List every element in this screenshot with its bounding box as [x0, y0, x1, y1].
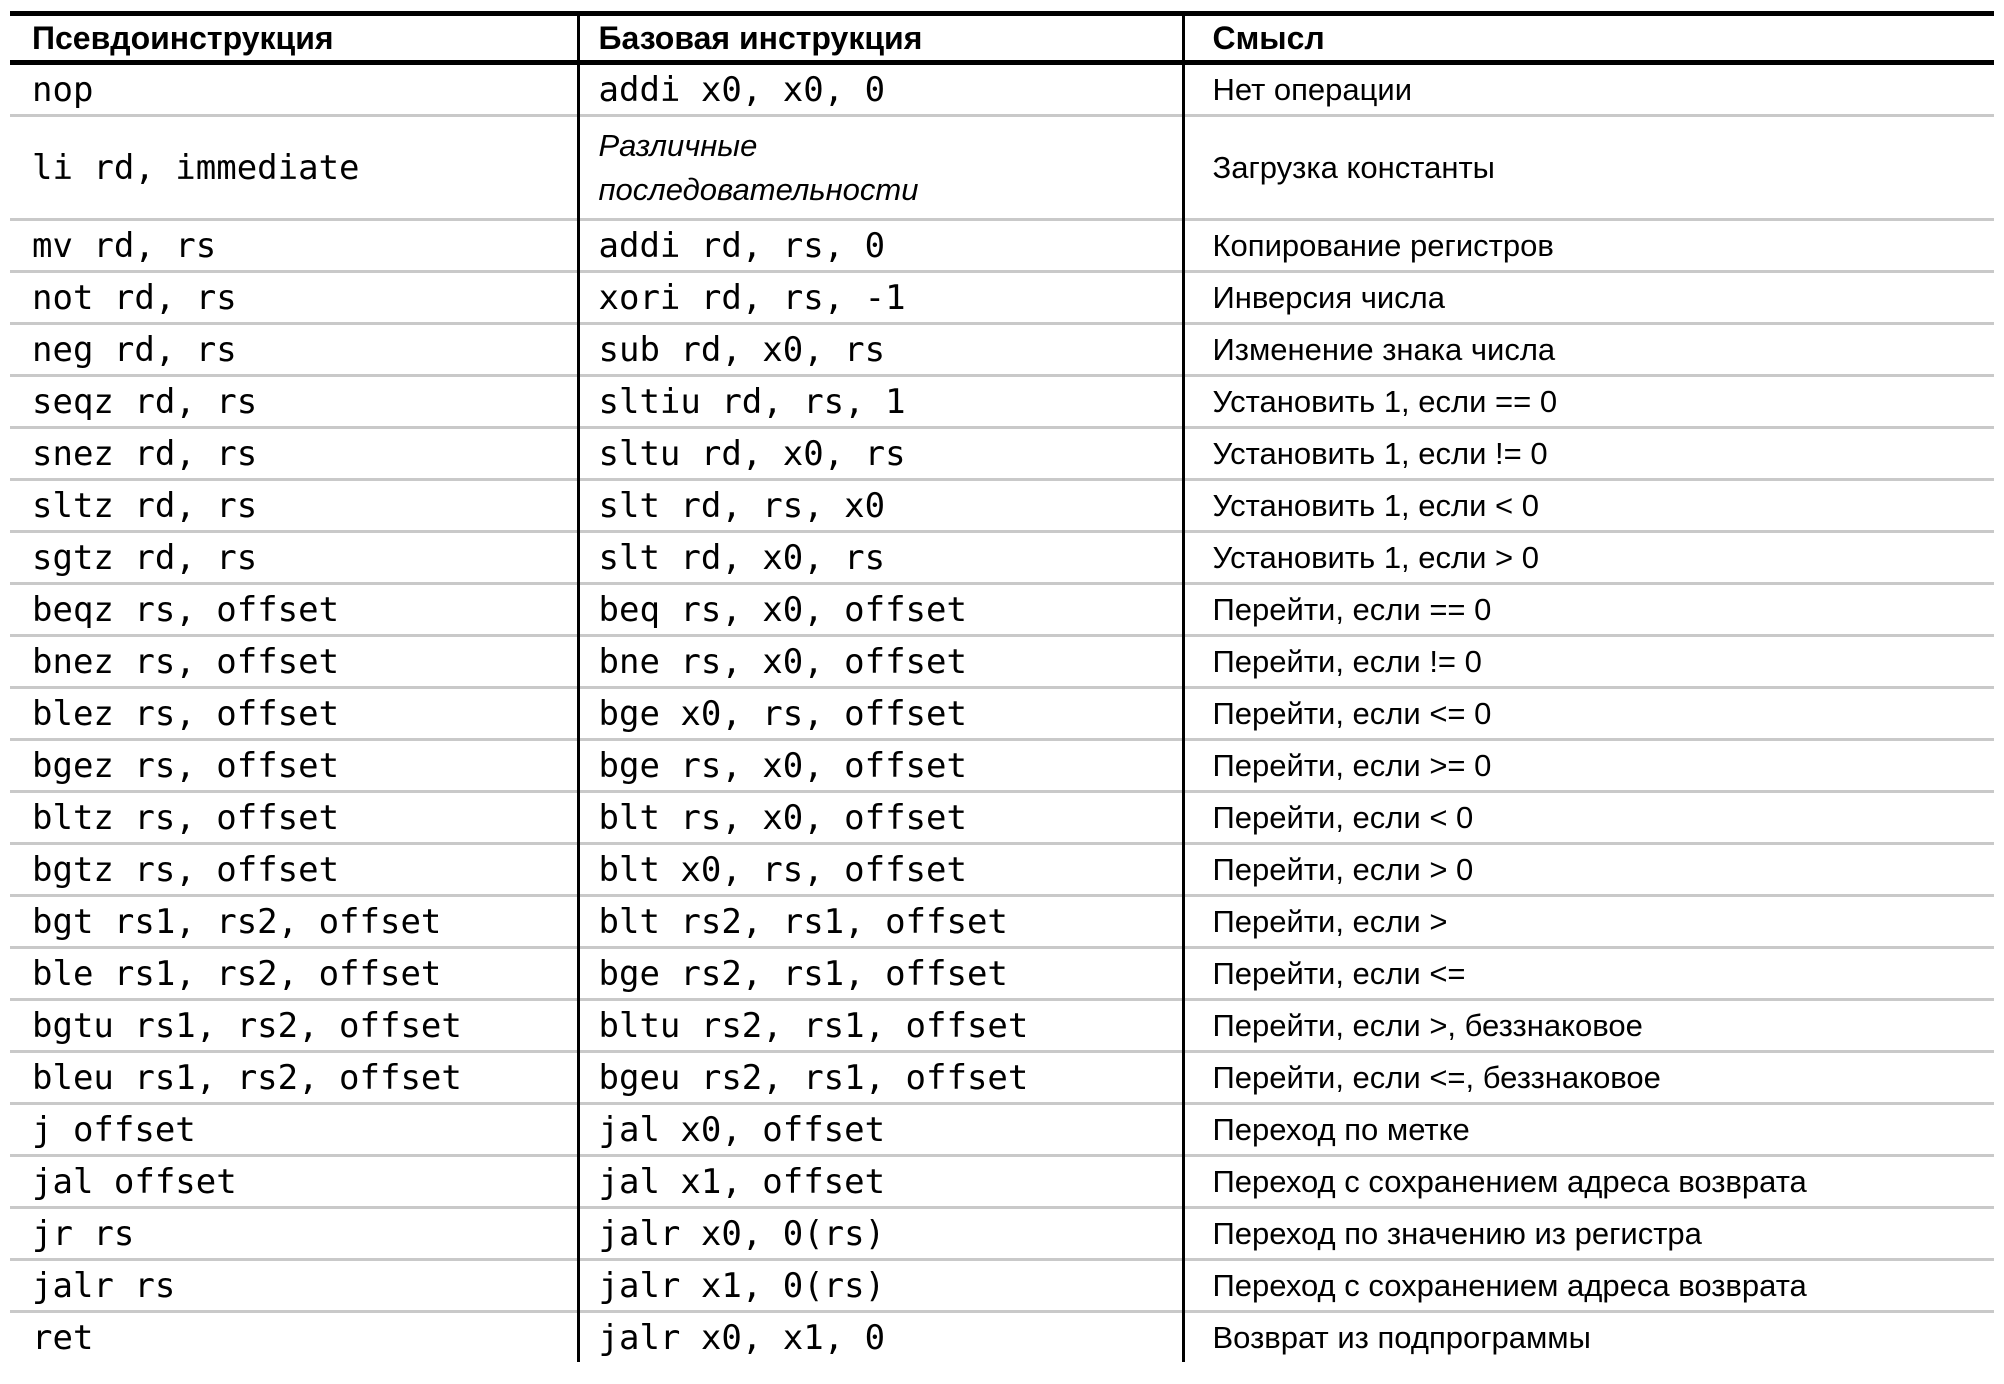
table-row — [10, 220, 1994, 272]
table-row — [10, 584, 1994, 636]
pseudo-cell: beqz rs, offset — [10, 584, 578, 636]
base-cell: jal x1, offset — [578, 1156, 1183, 1208]
pseudo-cell: neg rd, rs — [10, 324, 578, 376]
base-cell: addi rd, rs, 0 — [578, 220, 1183, 272]
base-cell: slt rd, x0, rs — [578, 532, 1183, 584]
base-cell: bge x0, rs, offset — [578, 688, 1183, 740]
pseudo-cell: mv rd, rs — [10, 220, 578, 272]
meaning-cell: Возврат из подпрограммы — [1183, 1312, 1994, 1363]
pseudo-cell: bgtz rs, offset — [10, 844, 578, 896]
pseudo-cell: seqz rd, rs — [10, 376, 578, 428]
pseudo-cell: jalr rs — [10, 1260, 578, 1312]
pseudo-cell: blez rs, offset — [10, 688, 578, 740]
pseudo-cell: bleu rs1, rs2, offset — [10, 1052, 578, 1104]
base-cell-line: последовательности — [598, 171, 919, 207]
table-row — [10, 428, 1994, 480]
meaning-cell: Перейти, если >, беззнаковое — [1183, 1000, 1994, 1052]
base-cell: bne rs, x0, offset — [578, 636, 1183, 688]
table-row — [10, 532, 1994, 584]
table-row — [10, 376, 1994, 428]
pseudo-cell: sgtz rd, rs — [10, 532, 578, 584]
base-cell: blt x0, rs, offset — [578, 844, 1183, 896]
base-cell: xori rd, rs, -1 — [578, 272, 1183, 324]
meaning-cell: Установить 1, если > 0 — [1183, 532, 1994, 584]
table-row — [10, 1000, 1994, 1052]
base-cell: sub rd, x0, rs — [578, 324, 1183, 376]
table-row — [10, 1312, 1994, 1363]
pseudo-cell: bgt rs1, rs2, offset — [10, 896, 578, 948]
meaning-cell: Перейти, если > — [1183, 896, 1994, 948]
pseudo-cell: sltz rd, rs — [10, 480, 578, 532]
table-row — [10, 1208, 1994, 1260]
base-cell: jalr x0, 0(rs) — [578, 1208, 1183, 1260]
meaning-cell: Установить 1, если < 0 — [1183, 480, 1994, 532]
table-row — [10, 1156, 1994, 1208]
meaning-cell: Перейти, если > 0 — [1183, 844, 1994, 896]
meaning-cell: Загрузка константы — [1183, 116, 1994, 220]
base-cell: bltu rs2, rs1, offset — [578, 1000, 1183, 1052]
base-cell: sltiu rd, rs, 1 — [578, 376, 1183, 428]
meaning-cell: Переход по метке — [1183, 1104, 1994, 1156]
pseudoinstruction-table — [10, 11, 1994, 1362]
table-row — [10, 480, 1994, 532]
table-row — [10, 636, 1994, 688]
base-cell: bgeu rs2, rs1, offset — [578, 1052, 1183, 1104]
meaning-cell: Инверсия числа — [1183, 272, 1994, 324]
base-cell: bge rs2, rs1, offset — [578, 948, 1183, 1000]
meaning-cell: Перейти, если <= 0 — [1183, 688, 1994, 740]
base-cell: beq rs, x0, offset — [578, 584, 1183, 636]
table-row — [10, 948, 1994, 1000]
table-row — [10, 896, 1994, 948]
meaning-cell: Перейти, если != 0 — [1183, 636, 1994, 688]
pseudo-cell: j offset — [10, 1104, 578, 1156]
base-cell: slt rd, rs, x0 — [578, 480, 1183, 532]
pseudo-cell: bgez rs, offset — [10, 740, 578, 792]
col-header-base-instruction: Базовая инструкция — [578, 14, 1183, 63]
pseudo-cell: bnez rs, offset — [10, 636, 578, 688]
base-cell: jalr x1, 0(rs) — [578, 1260, 1183, 1312]
pseudo-cell: nop — [32, 69, 94, 110]
table-row — [10, 63, 1994, 116]
pseudo-cell: not rd, rs — [10, 272, 578, 324]
base-cell: addi x0, x0, 0 — [578, 63, 1183, 116]
col-header-pseudoinstruction: Псевдоинструкция — [10, 14, 578, 63]
base-cell-line: Различные — [598, 127, 758, 163]
base-cell: jalr x0, x1, 0 — [578, 1312, 1183, 1363]
table-row — [10, 116, 1994, 220]
table-row — [10, 1052, 1994, 1104]
table-row — [10, 688, 1994, 740]
meaning-cell: Перейти, если <= — [1183, 948, 1994, 1000]
pseudo-cell: snez rd, rs — [10, 428, 578, 480]
pseudo-cell: jal offset — [10, 1156, 578, 1208]
table-row — [10, 1260, 1994, 1312]
table-body — [10, 63, 1994, 1363]
table-row — [10, 324, 1994, 376]
base-cell — [578, 116, 1183, 220]
meaning-cell: Перейти, если == 0 — [1183, 584, 1994, 636]
pseudo-cell: li rd, immediate — [10, 116, 578, 220]
pseudo-cell: bgtu rs1, rs2, offset — [10, 1000, 578, 1052]
base-cell: sltu rd, x0, rs — [578, 428, 1183, 480]
pseudo-cell: ble rs1, rs2, offset — [10, 948, 578, 1000]
table-row — [10, 792, 1994, 844]
base-cell: jal x0, offset — [578, 1104, 1183, 1156]
header-row — [10, 14, 1994, 63]
meaning-cell: Копирование регистров — [1183, 220, 1994, 272]
base-cell: bge rs, x0, offset — [578, 740, 1183, 792]
base-cell: blt rs, x0, offset — [578, 792, 1183, 844]
col-header-meaning: Смысл — [1183, 14, 1994, 63]
table-row — [10, 740, 1994, 792]
pseudo-cell: jr rs — [10, 1208, 578, 1260]
meaning-cell: Установить 1, если != 0 — [1183, 428, 1994, 480]
table-row — [10, 272, 1994, 324]
meaning-cell: Переход по значению из регистра — [1183, 1208, 1994, 1260]
meaning-cell: Перейти, если < 0 — [1183, 792, 1994, 844]
meaning-cell: Переход с сохранением адреса возврата — [1183, 1260, 1994, 1312]
table-header — [10, 14, 1994, 63]
meaning-cell: Перейти, если <=, беззнаковое — [1183, 1052, 1994, 1104]
meaning-cell: Перейти, если >= 0 — [1183, 740, 1994, 792]
base-cell: blt rs2, rs1, offset — [578, 896, 1183, 948]
meaning-cell: Изменение знака числа — [1183, 324, 1994, 376]
table-row — [10, 1104, 1994, 1156]
meaning-cell: Установить 1, если == 0 — [1183, 376, 1994, 428]
meaning-cell: Нет операции — [1183, 63, 1994, 116]
pseudo-cell: ret — [10, 1312, 578, 1363]
table-row — [10, 844, 1994, 896]
meaning-cell: Переход с сохранением адреса возврата — [1183, 1156, 1994, 1208]
pseudo-cell: bltz rs, offset — [10, 792, 578, 844]
